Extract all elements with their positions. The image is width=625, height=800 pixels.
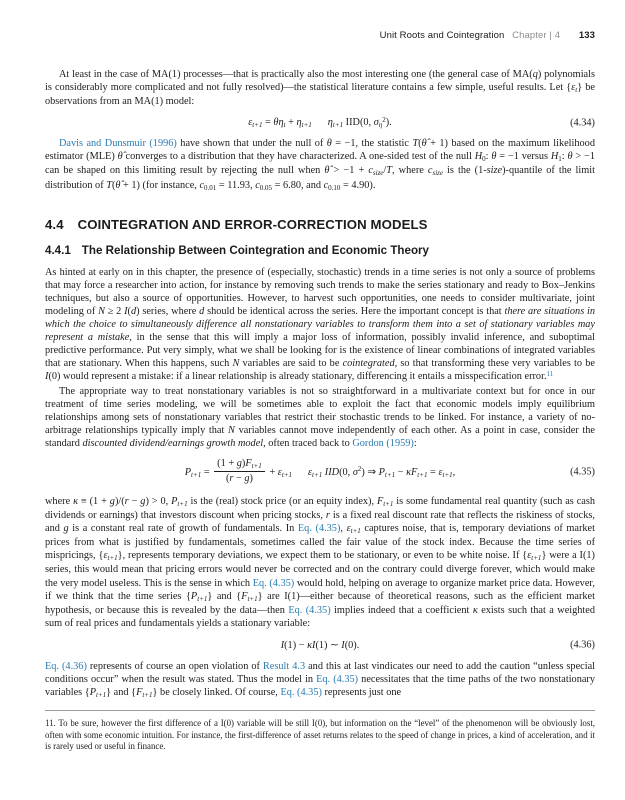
text-run: ε bbox=[307, 466, 313, 478]
text-run: : bbox=[485, 151, 492, 163]
text-run: q bbox=[532, 69, 538, 80]
text-run: P bbox=[171, 495, 178, 507]
text-run: ε bbox=[248, 117, 253, 129]
text-run: converges to a distribution that they have characterized. A one-sided test of the null bbox=[122, 151, 475, 163]
text-run: F bbox=[241, 590, 248, 602]
text-run: } and { bbox=[106, 687, 137, 699]
text-run: )/( bbox=[114, 495, 125, 507]
text-run: where bbox=[45, 495, 74, 507]
text-run: (1 + bbox=[217, 457, 237, 469]
equation-4-36-body bbox=[281, 639, 360, 651]
text-run: t+1 bbox=[177, 499, 188, 508]
text-run: )-quantile of the limit distribution of bbox=[45, 165, 595, 191]
text-run: d bbox=[130, 305, 137, 317]
equation-4-34-number: (4.34) bbox=[570, 117, 595, 129]
text-run: ( bbox=[418, 138, 422, 150]
text-run: variables cannot move independently of each other. As a point in case, consider the standard bbox=[45, 424, 595, 449]
text-run: size bbox=[432, 169, 443, 178]
text-run: + bbox=[285, 117, 297, 129]
text-run: η bbox=[378, 121, 383, 130]
paragraph-result-violation bbox=[45, 660, 595, 700]
text-run: is the (real) stock price (or an equity index), bbox=[187, 495, 377, 507]
cross-reference-link[interactable]: Eq. (4.35) bbox=[288, 604, 331, 616]
cross-reference-link[interactable]: Eq. (4.35) bbox=[316, 674, 359, 685]
text-run: t+1 bbox=[350, 527, 361, 536]
text-run: η bbox=[327, 117, 333, 129]
text-run: 0 bbox=[482, 155, 486, 164]
text-run: t+1 bbox=[332, 121, 344, 130]
text-run: : bbox=[413, 437, 417, 449]
text-run: t+1 bbox=[191, 470, 202, 479]
text-run: r bbox=[325, 510, 330, 522]
text-run: , in the sense that this will imply a major loss of information, possibly invalid inference, and suboptimal predictive performance. Put very simply, what we shall be looking for is the existence of linear combinations of integrated variables that are stationary. When this happens, such bbox=[45, 332, 595, 370]
text-run: = −1, the statistic bbox=[331, 138, 413, 150]
text-run: t bbox=[575, 86, 578, 95]
text-run: is the (1- bbox=[442, 165, 487, 177]
text-run: } be observations from an MA(1) model: bbox=[45, 82, 595, 108]
text-run: P bbox=[190, 590, 198, 602]
footnote-11 bbox=[45, 718, 595, 753]
text-run: ) series, where bbox=[136, 305, 200, 317]
text-run: = bbox=[427, 466, 439, 478]
text-run: ≥ 2 bbox=[104, 305, 125, 317]
text-run: c bbox=[368, 165, 373, 177]
text-run: − bbox=[128, 495, 141, 507]
page-body bbox=[45, 68, 595, 753]
text-run: (0). bbox=[344, 639, 360, 651]
text-run: = bbox=[262, 117, 274, 129]
text-run: g bbox=[140, 495, 146, 507]
cross-reference-link[interactable]: 11 bbox=[546, 370, 554, 379]
text-run: (1) − bbox=[284, 639, 308, 651]
text-run: r bbox=[124, 495, 129, 507]
text-run: exists such that a weighted sum of real prices and fundamentals yields a stationary variable: bbox=[45, 604, 596, 629]
text-run: = bbox=[201, 466, 213, 478]
text-run: IID(0, bbox=[343, 117, 374, 129]
text-run: P bbox=[378, 466, 385, 478]
text-run: c bbox=[199, 179, 205, 191]
text-run: 2 bbox=[357, 465, 362, 474]
text-run: IID bbox=[324, 466, 340, 478]
equation-4-35-body bbox=[185, 459, 456, 486]
text-run: ε bbox=[277, 466, 282, 478]
paragraph-gordon-model-discussion bbox=[45, 495, 595, 630]
cross-reference-link[interactable]: Eq. (4.36) bbox=[45, 660, 87, 672]
text-run: t+1 bbox=[531, 554, 542, 563]
text-run: T bbox=[412, 138, 419, 150]
text-run: T bbox=[106, 179, 112, 191]
text-run: ). bbox=[385, 117, 392, 129]
section-number: 4.4 bbox=[45, 216, 64, 232]
text-run: F bbox=[376, 495, 384, 507]
text-run: θ bbox=[567, 151, 573, 163]
text-run: t+1 bbox=[383, 499, 394, 508]
text-run: ε bbox=[438, 466, 443, 478]
text-run: F bbox=[136, 687, 143, 699]
text-run: would hold, helping on average to organize market price data. However, if we think that the time series { bbox=[45, 577, 595, 602]
paragraph-cointegration-intro bbox=[45, 266, 595, 385]
text-run: g bbox=[63, 523, 69, 535]
chapter-label: Chapter | 4 bbox=[512, 30, 561, 41]
text-run: is a fixed real discount rate that reflects the riskiness of stocks, and bbox=[45, 510, 595, 535]
text-run: , so that transforming these very variables to be bbox=[394, 358, 595, 370]
text-run: 1 bbox=[558, 155, 562, 164]
text-run: t bbox=[283, 121, 286, 130]
text-run: P bbox=[184, 466, 192, 478]
text-run: ) > 0, bbox=[145, 495, 172, 507]
text-run: t+1 bbox=[142, 691, 153, 700]
text-run: t+1 bbox=[312, 470, 323, 479]
text-run: ε bbox=[346, 523, 351, 535]
text-run: ) polynomials is considerably more complicated and not fully resolved)—the statistical literature contains a few simple, useful results. Let { bbox=[45, 69, 595, 94]
text-run: (1) ∼ bbox=[315, 639, 342, 651]
text-run: (0) would represent a mistake: if a linear relationship is already stationary, differencing it entails a misspecification error. bbox=[48, 371, 547, 383]
text-run: P bbox=[89, 687, 96, 699]
text-run: c bbox=[323, 179, 329, 191]
text-run: σ bbox=[352, 466, 358, 478]
text-run: 2 bbox=[382, 115, 386, 124]
text-run: + 1) based on the maximum likelihood estimator (MLE) bbox=[45, 138, 595, 163]
text-run: ( bbox=[225, 472, 230, 484]
subsection-number: 4.4.1 bbox=[45, 243, 71, 257]
text-run: size bbox=[372, 169, 384, 178]
text-run: 0.10 bbox=[328, 183, 341, 192]
text-run: t+1 bbox=[107, 554, 118, 563]
text-run: ε bbox=[103, 550, 108, 562]
text-run: (0, bbox=[339, 466, 353, 478]
text-run: + bbox=[266, 466, 278, 478]
text-run: θ̂ bbox=[421, 138, 427, 150]
text-run: t+1 bbox=[417, 470, 428, 479]
text-run: η bbox=[296, 117, 302, 129]
text-run: variables are said to be bbox=[239, 358, 343, 370]
text-run: 0.05 bbox=[259, 183, 273, 192]
text-run: captures noise, that is, temporary deviations of market prices from what is justified by fundamentals, sometimes called the fair value of the stock index. Because the time series of mispricings, { bbox=[45, 523, 595, 562]
text-run: ) bbox=[241, 457, 246, 469]
text-run: } be closely linked. Of course, bbox=[152, 687, 281, 699]
text-run: ) ⇒ bbox=[361, 466, 379, 478]
text-run: θ̂ bbox=[117, 151, 123, 163]
text-run: I bbox=[341, 639, 345, 651]
text-run: g bbox=[236, 457, 242, 469]
text-run: At least in the case of MA(1) processes—that is practically also the most interesting one (the general case of MA( bbox=[59, 69, 533, 80]
text-run: κF bbox=[406, 466, 418, 478]
cross-reference-link[interactable]: Davis and Dunsmuir (1996) bbox=[59, 138, 177, 150]
text-run: necessitates that the time paths of the two nonstationary variables { bbox=[45, 674, 595, 699]
text-run: θ̂ bbox=[115, 179, 121, 191]
text-run: κ bbox=[73, 495, 79, 507]
text-run: }, represents temporary deviations, we expect them to be stationary, or even to be white noise. If { bbox=[117, 550, 528, 562]
section-heading-4-4 bbox=[45, 217, 595, 232]
text-run: > −1 + bbox=[329, 165, 369, 177]
text-run: N bbox=[228, 424, 235, 436]
running-title: Unit Roots and Cointegration bbox=[379, 30, 505, 41]
text-run: N bbox=[98, 305, 105, 317]
text-run: σ bbox=[373, 117, 379, 129]
text-run: I bbox=[45, 371, 49, 383]
text-run: = −1 versus bbox=[496, 151, 551, 163]
fraction bbox=[214, 458, 265, 485]
text-run: θ̂ bbox=[324, 165, 330, 177]
text-run: > −1 can be shaped on this limiting result by rejecting the null when bbox=[45, 151, 596, 177]
text-run: θη bbox=[273, 117, 284, 129]
footnote-divider bbox=[45, 710, 595, 711]
text-run: g bbox=[109, 495, 115, 507]
text-run: F bbox=[245, 457, 252, 469]
text-run: cointegrated bbox=[342, 358, 395, 370]
text-run: κ bbox=[472, 604, 478, 616]
text-run: H bbox=[474, 151, 483, 163]
text-run: + 1) (for instance, bbox=[120, 179, 200, 191]
text-run: ( bbox=[127, 305, 131, 317]
equation-4-34-body bbox=[248, 117, 392, 128]
cross-reference-link[interactable]: Result 4.3 bbox=[262, 660, 306, 672]
subsection-heading-4-4-1 bbox=[45, 244, 595, 257]
text-run: ) bbox=[249, 472, 253, 484]
paragraph-equilibrium-relationships bbox=[45, 385, 595, 450]
text-run: t+1 bbox=[442, 470, 453, 479]
text-run: − bbox=[233, 472, 245, 484]
equation-4-36-number: (4.36) bbox=[570, 639, 595, 651]
text-run: is a constant real rate of growth of fundamentals. In bbox=[68, 523, 298, 535]
text-run: } and { bbox=[207, 590, 242, 602]
text-run: H bbox=[550, 151, 559, 163]
text-run: I bbox=[280, 639, 285, 651]
page-header bbox=[45, 30, 595, 41]
text-run: θ bbox=[491, 151, 497, 163]
text-run: r bbox=[229, 472, 234, 484]
text-run: g bbox=[244, 472, 250, 484]
text-run: − bbox=[395, 466, 407, 478]
text-run: ( bbox=[111, 179, 116, 191]
text-run: is some fundamental real quantity (such as cash dividends or earnings) that investors discount when pricing stocks, bbox=[45, 495, 595, 522]
text-run: size bbox=[486, 165, 503, 177]
text-run: t+1 bbox=[95, 691, 107, 700]
text-run: The appropriate way to treat nonstationary variables is not so straightforward in a multivariate context but for once in our treatment of time series modeling, we will be sometimes able to exploit the fact that economic models imply equilibrium relationships among sets of nonstationary variables that restrict their stochastic trends to be linked. For instance, a variety of no-arbitrage relationships typically imply that bbox=[45, 385, 595, 436]
text-run: κI bbox=[307, 639, 316, 651]
text-run: t+1 bbox=[384, 470, 396, 479]
text-run: ε bbox=[527, 550, 532, 562]
text-run: t+1 bbox=[247, 594, 258, 603]
text-run: , bbox=[340, 523, 347, 535]
text-run: 0.01 bbox=[204, 183, 217, 192]
text-run: , often traced back to bbox=[263, 437, 353, 449]
text-run: , bbox=[452, 466, 456, 478]
equation-4-35 bbox=[45, 459, 595, 486]
equation-4-34 bbox=[45, 117, 595, 128]
text-run: c bbox=[255, 179, 260, 191]
text-run: implies indeed that a coefficient bbox=[330, 604, 473, 616]
subsection-title: The Relationship Between Cointegration and Economic Theory bbox=[81, 243, 430, 257]
text-run: t+1 bbox=[197, 594, 208, 603]
text-run: = 4.90). bbox=[340, 179, 376, 191]
text-run: represents just one bbox=[321, 687, 402, 699]
text-run: t+1 bbox=[251, 461, 262, 470]
text-run: As hinted at early on in this chapter, the presence of (especially, stochastic) trends in a time series is not only a source of problems that may force a researcher into action, for instance by removing such trends to make the series stationary and ready to Box–Jenkins techniques, but also a source of opportunities. However, to harvest such opportunities, one needs to consider multivariate, joint modeling of bbox=[45, 266, 595, 317]
cross-reference-link[interactable]: Gordon (1959) bbox=[352, 437, 414, 449]
section-title: COINTEGRATION AND ERROR-CORRECTION MODELS bbox=[77, 216, 428, 232]
cross-reference-link[interactable]: Eq. (4.35) bbox=[297, 523, 341, 535]
text-run: d bbox=[199, 305, 205, 317]
text-run: θ bbox=[326, 138, 332, 150]
text-run: ≡ (1 + bbox=[78, 495, 110, 507]
text-run: I bbox=[124, 305, 128, 317]
text-run: and this at last vindicates our need to add the caution “unless special conditions occur” when the result was stated. Thus the model in bbox=[45, 660, 596, 685]
cross-reference-link[interactable]: Eq. (4.35) bbox=[252, 577, 295, 589]
text-run: = 11.93, bbox=[216, 179, 256, 191]
equation-4-35-number: (4.35) bbox=[570, 466, 595, 478]
text-run: t+1 bbox=[252, 121, 263, 130]
text-run: } were a I(1) series, this would mean that pricing errors would never be corrected and on the contrary could diverge forever, which would make the very model useless. This is the sense in which bbox=[45, 550, 595, 589]
text-run: t+1 bbox=[301, 121, 312, 130]
text-run: there are situations in which the choice to simultaneously difference all nonstationary variables to transform them into a set of stationary variables may represent a mistake bbox=[45, 305, 596, 344]
text-run: ε bbox=[571, 82, 576, 94]
text-run: / bbox=[383, 165, 387, 177]
text-run: = 6.80, and bbox=[272, 179, 324, 191]
cross-reference-link[interactable]: Eq. (4.35) bbox=[280, 687, 322, 699]
paragraph-davis-dunsmuir bbox=[45, 137, 595, 192]
text-run: t+1 bbox=[281, 470, 292, 479]
paragraph-ma1-intro bbox=[45, 68, 595, 108]
text-run: 11. To be sure, however the first difference of a I(0) variable will be still I(0), but information on the “level” of the phenomenon will be obviously lost, often with some economic intuition. For instance, the first-difference of asset returns relates to the speed of change in prices, a kind of acceleration, and it is rarely used or useful in finance. bbox=[45, 718, 595, 752]
text-run: , where bbox=[392, 165, 428, 177]
text-run: discounted dividend/earnings growth model bbox=[82, 437, 264, 449]
page-number: 133 bbox=[578, 30, 595, 41]
text-run: have shown that under the null of bbox=[176, 138, 327, 150]
text-run: : bbox=[561, 151, 568, 163]
text-run: T bbox=[386, 165, 393, 177]
text-run: } are I(1)—either because of theoretical reasons, such as the efficient market hypothesis, or because this is revealed by the data—then bbox=[45, 590, 595, 616]
equation-4-36 bbox=[45, 639, 595, 651]
text-run: represents of course an open violation of bbox=[86, 660, 263, 672]
text-run: N bbox=[232, 358, 240, 370]
text-run: should be identical across the series. Here the important concept is that bbox=[204, 305, 505, 317]
text-run: c bbox=[427, 165, 433, 177]
